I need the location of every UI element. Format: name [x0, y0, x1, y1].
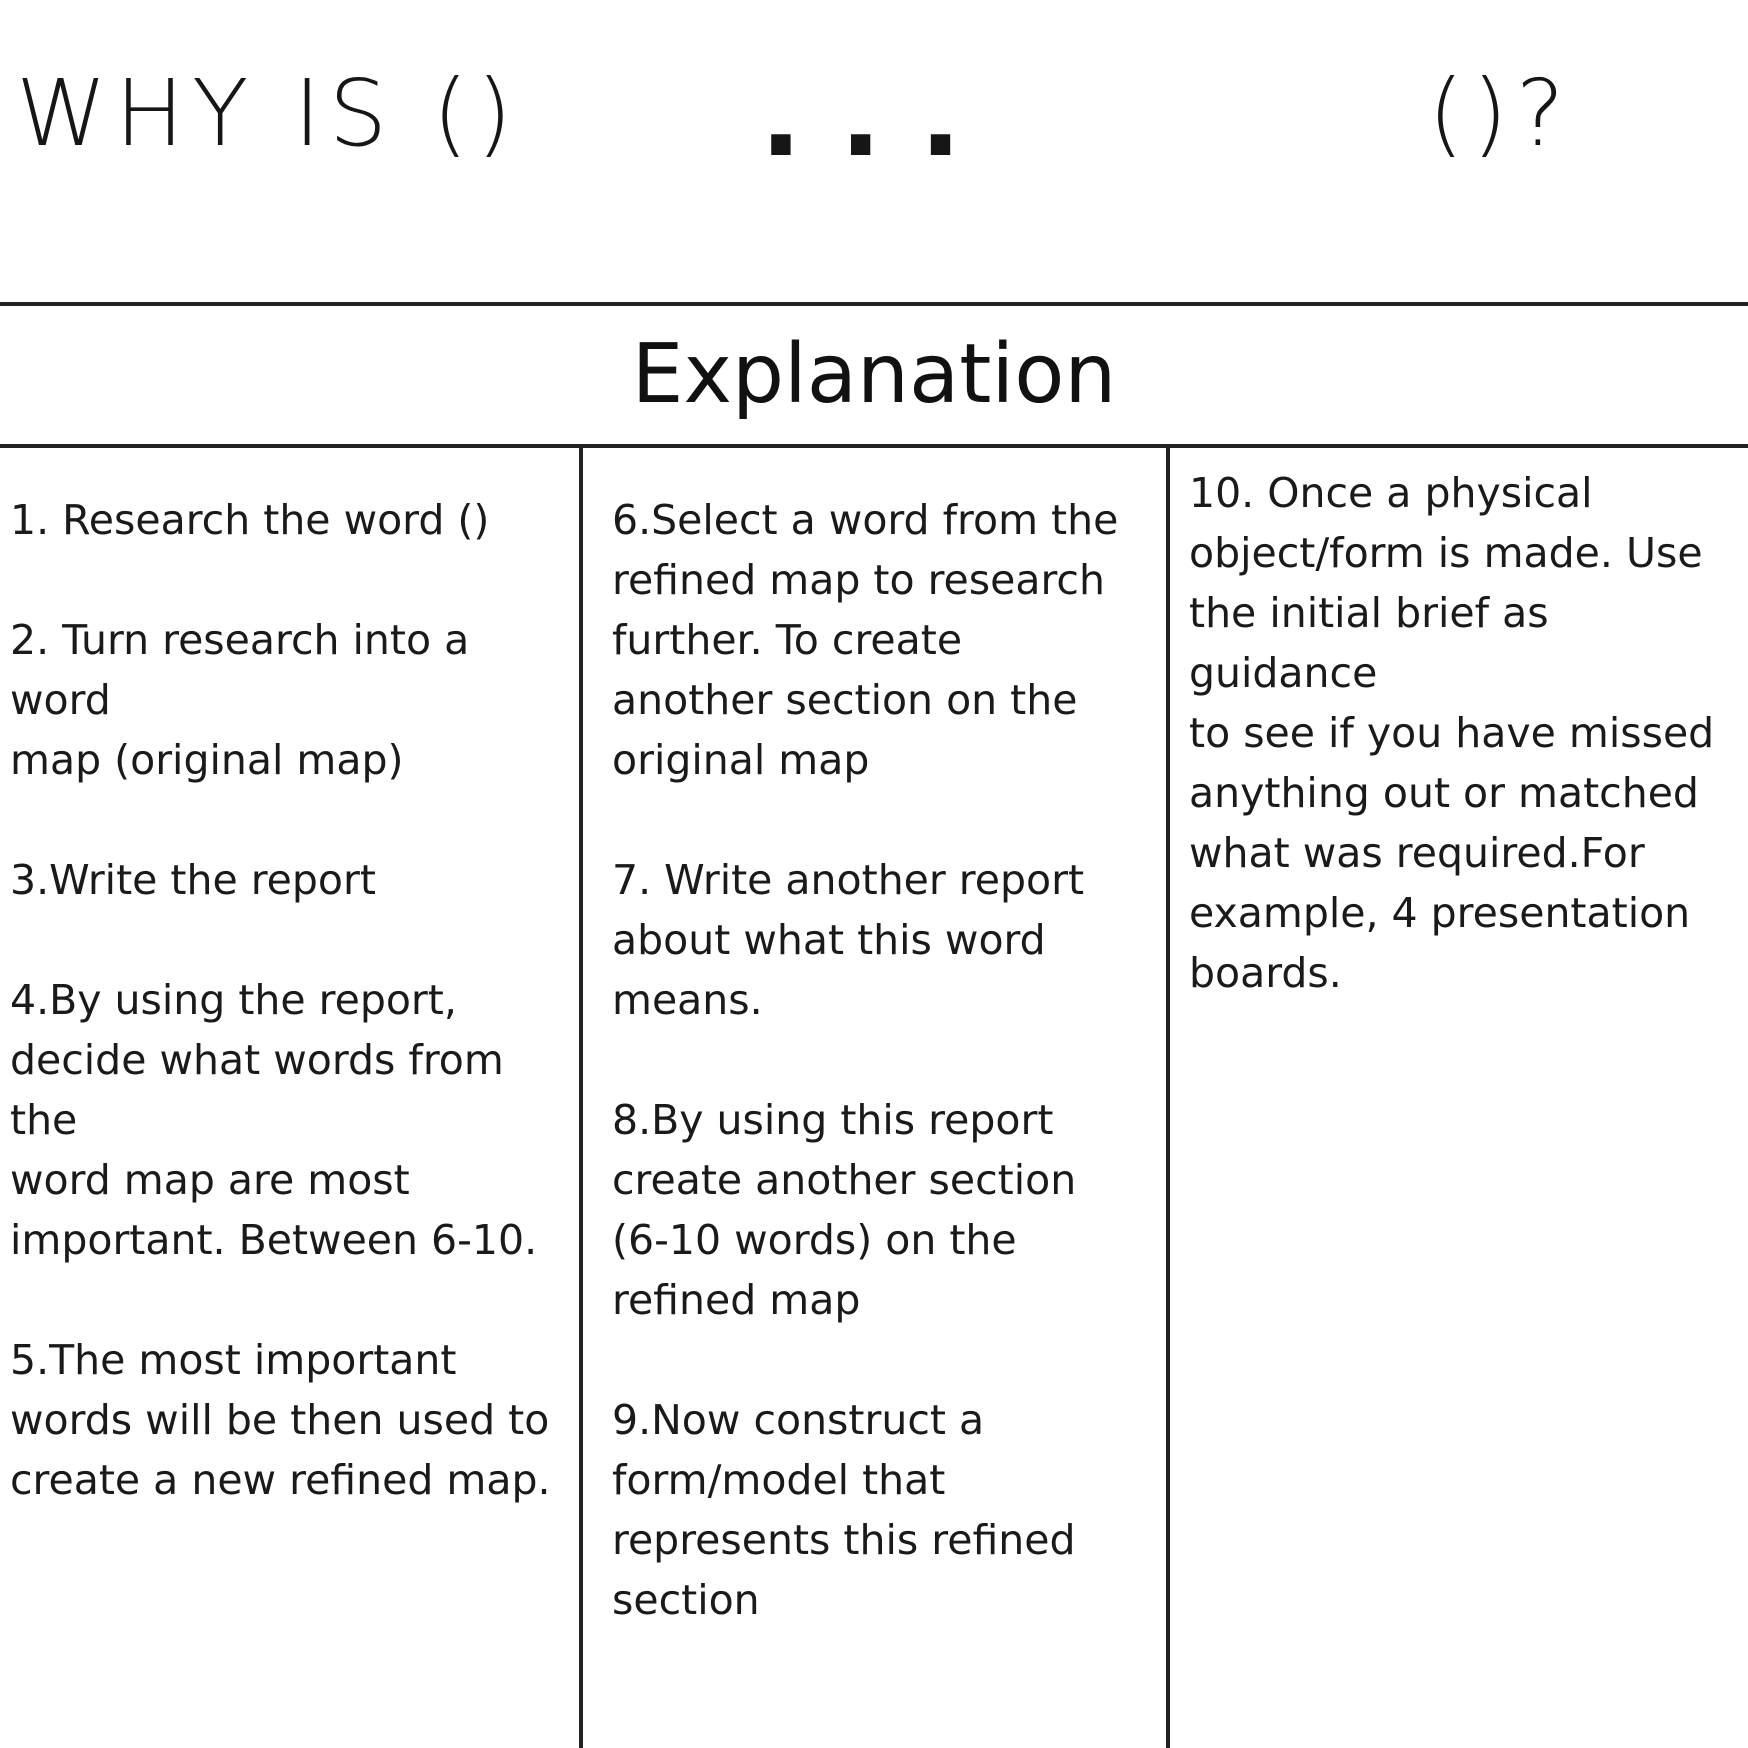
title-row	[0, 0, 1748, 300]
steps-column-3	[1189, 463, 1745, 1003]
step-10: 10. Once a physical object/form is made. Use the initial brief as guidance to see if you have missed anything out or matched what was required.For example, 4 presentation boards.	[1189, 469, 1715, 997]
step-2: 2. Turn research into a word map (original map)	[10, 616, 470, 784]
step-4: 4.By using the report, decide what words from the word map are most important. Between 6-10.	[10, 976, 538, 1264]
section-heading: Explanation	[631, 327, 1117, 422]
step-6: 6.Select a word from the refined map to research further. To create another section on the original map	[612, 496, 1119, 784]
step-9: 9.Now construct a form/model that represents this refined section	[612, 1396, 1076, 1624]
step-1: 1. Research the word ()	[10, 496, 490, 544]
steps-column-2	[612, 490, 1164, 1630]
title-why-is: WHY IS ()	[16, 60, 521, 167]
steps-column-1	[10, 490, 580, 1510]
column-divider	[1166, 446, 1170, 1748]
step-7: 7. Write another report about what this word means.	[612, 856, 1085, 1024]
step-5: 5.The most important words will be then used to create a new refined map.	[10, 1336, 551, 1504]
heading-divider-line	[0, 444, 1748, 448]
title-ellipsis: ...	[760, 53, 1000, 181]
step-8: 8.By using this report create another section (6-10 words) on the refined map	[612, 1096, 1077, 1324]
title-question: ()?	[1428, 60, 1573, 167]
step-3: 3.Write the report	[10, 856, 376, 904]
